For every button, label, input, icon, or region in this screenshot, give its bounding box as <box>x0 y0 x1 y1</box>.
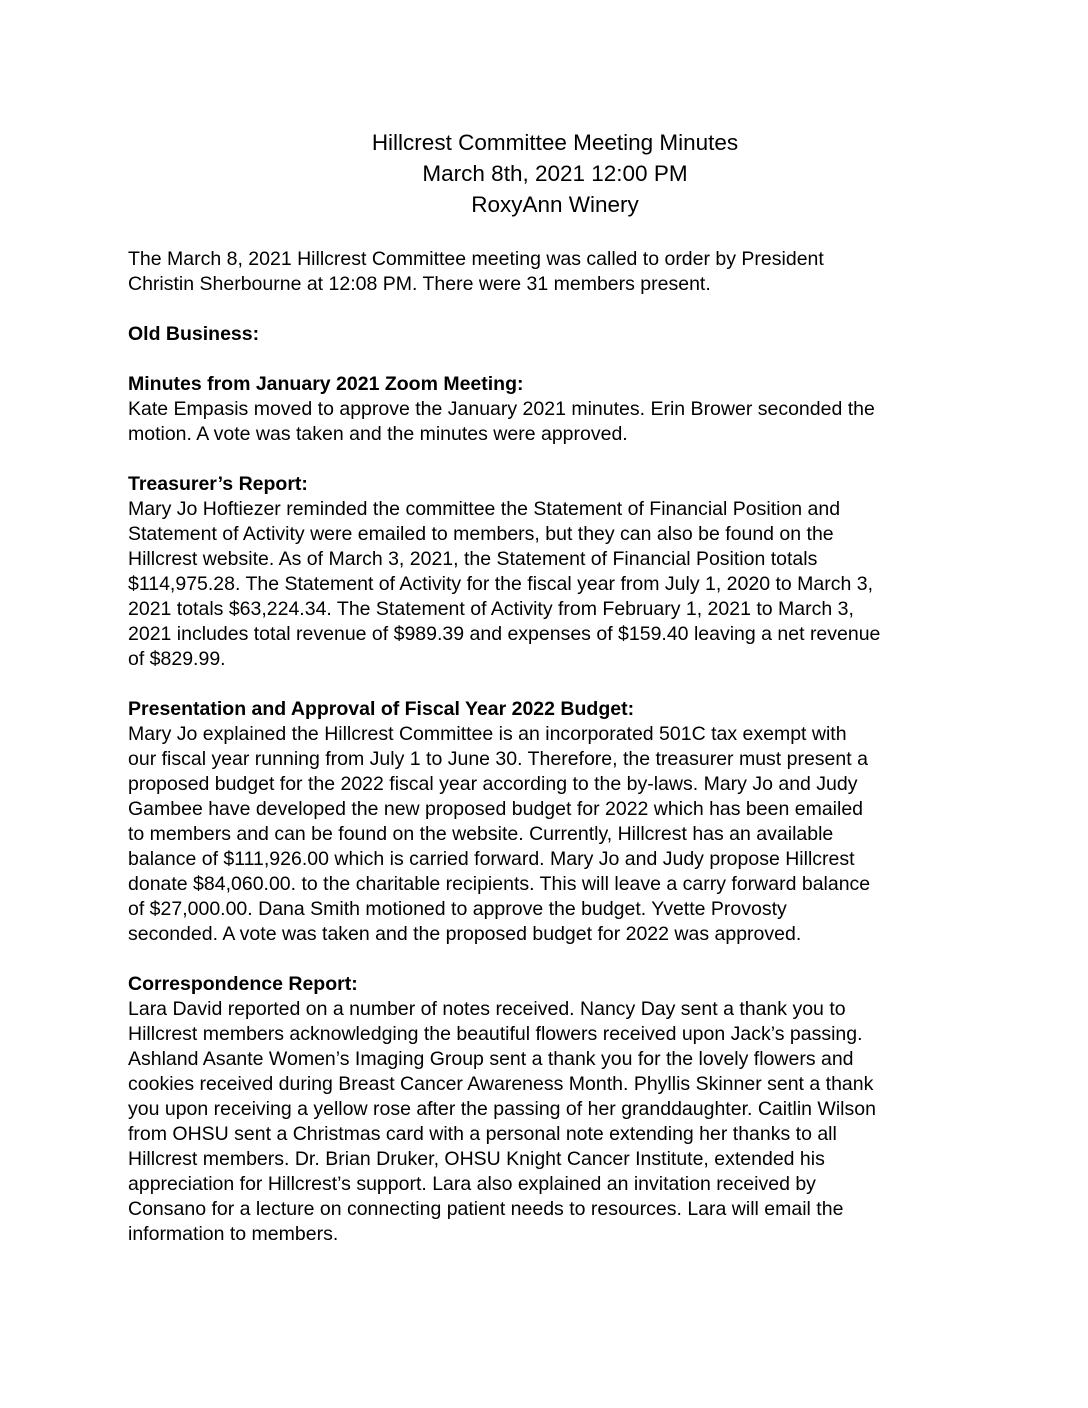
old-business-heading: Old Business: <box>128 323 260 345</box>
treasurer-section <box>128 472 968 672</box>
treasurer-body: Mary Jo Hoftiezer reminded the committee the Statement of Financial Position and Statement of Activity were emailed to members, but they can also be found on the Hillcrest website. As of March 3, 2021, the Statement of Financial Position totals $114,975.28. The Statement of Activity for the fiscal year from July 1, 2020 to March 3, 2021 totals $63,224.34. The Statement of Activity from February 1, 2021 to March 3, 2021 includes total revenue of $989.39 and expenses of $159.40 leaving a net revenue of $829.99. <box>128 498 881 670</box>
meeting-datetime: March 8th, 2021 12:00 PM <box>422 161 688 186</box>
correspondence-heading: Correspondence Report: <box>128 973 358 995</box>
budget-section <box>128 697 968 947</box>
minutes-body: Kate Empasis moved to approve the January 2021 minutes. Erin Brower seconded the motion. A vote was taken and the minutes were approved. <box>128 398 875 445</box>
correspondence-section <box>128 972 968 1247</box>
minutes-heading: Minutes from January 2021 Zoom Meeting: <box>128 373 524 395</box>
budget-heading: Presentation and Approval of Fiscal Year 2022 Budget: <box>128 698 635 720</box>
meeting-location: RoxyAnn Winery <box>471 192 639 217</box>
treasurer-heading: Treasurer’s Report: <box>128 473 308 495</box>
document-header <box>118 127 992 220</box>
intro-paragraph: The March 8, 2021 Hillcrest Committee meeting was called to order by President Christin Sherbourne at 12:08 PM. There were 31 members present. <box>128 248 824 295</box>
correspondence-body: Lara David reported on a number of notes received. Nancy Day sent a thank you to Hillcrest members acknowledging the beautiful flowers received upon Jack’s passing. Ashland Asante Women’s Imaging Group sent a thank you for the lovely flowers and cookies received during Breast Cancer Awareness Month. Phyllis Skinner sent a thank you upon receiving a yellow rose after the passing of her granddaughter. Caitlin Wilson from OHSU sent a Christmas card with a personal note extending her thanks to all Hillcrest members. Dr. Brian Druker, OHSU Knight Cancer Institute, extended his appreciation for Hillcrest’s support. Lara also explained an invitation received by Consano for a lecture on connecting patient needs to resources. Lara will email the information to members. <box>128 998 876 1245</box>
minutes-section <box>128 372 968 447</box>
document-title: Hillcrest Committee Meeting Minutes <box>371 130 739 155</box>
budget-body: Mary Jo explained the Hillcrest Committee is an incorporated 501C tax exempt with our fiscal year running from July 1 to June 30. Therefore, the treasurer must present a proposed budget for the 2022 fiscal year according to the by-laws. Mary Jo and Judy Gambee have developed the new proposed budget for 2022 which has been emailed to members and can be found on the website. Currently, Hillcrest has an available balance of $111,926.00 which is carried forward. Mary Jo and Judy propose Hillcrest donate $84,060.00. to the charitable recipients. This will leave a carry forward balance of $27,000.00. Dana Smith motioned to approve the budget. Yvette Provosty seconded. A vote was taken and the proposed budget for 2022 was approved. <box>128 723 871 945</box>
